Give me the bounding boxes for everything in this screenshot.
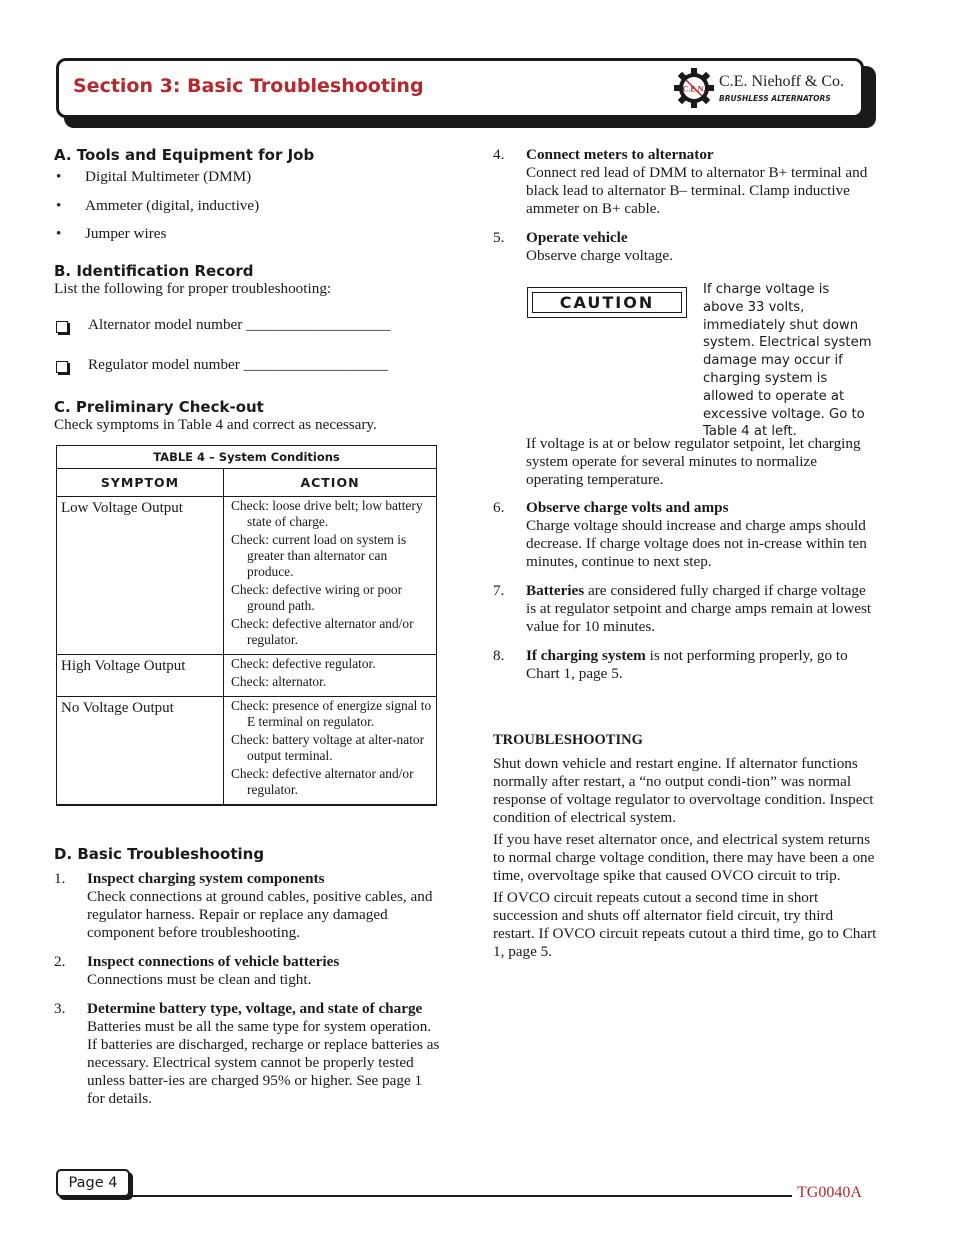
logo-name: C.E. Niehoff & Co.: [719, 73, 845, 90]
step-number: 6.: [493, 499, 505, 516]
step-title: Batteries: [526, 582, 585, 599]
checklist-item-regulator: [56, 356, 446, 374]
step-title: Inspect charging system components: [87, 870, 325, 887]
action-cell: [224, 697, 437, 806]
steps-right-column: [493, 146, 877, 265]
section-b-intro: List the following for proper troubleshooting:: [54, 280, 332, 297]
page-number: Page 4: [56, 1169, 130, 1197]
symptom-cell: No Voltage Output: [57, 697, 224, 806]
logo-mark-text: C.E.N.: [682, 84, 706, 94]
action-item: Check: alternator.: [231, 674, 327, 689]
action-item: Check: presence of energize signal to E terminal on regulator.: [231, 698, 432, 729]
section-a: [54, 146, 444, 254]
section-header: [56, 58, 864, 118]
step-number: 2.: [54, 953, 66, 970]
section-c-heading: C. Preliminary Check-out: [54, 398, 264, 416]
section-b-heading: B. Identification Record: [54, 262, 254, 280]
checklist-label: Alternator model number ___________________: [88, 316, 391, 333]
step-number: 1.: [54, 870, 66, 887]
troubleshooting-paragraph: Shut down vehicle and restart engine. If alternator functions normally after restart, a “no output condi-tion” was normal response of voltage regulator to overvoltage condition. Inspect condition of electrical system.: [493, 755, 874, 826]
step-body: is not performing properly, go to Chart 1, page 5.: [526, 647, 848, 682]
step5-continuation: If voltage is at or below regulator setpoint, let charging system operate for several minutes to normalize operating temperature.: [526, 435, 861, 488]
list-item: • Jumper wires: [54, 225, 444, 254]
checklist-label: Regulator model number ___________________: [88, 356, 388, 373]
caution-box: [527, 287, 687, 318]
table-row: [57, 697, 437, 806]
step-body: are considered fully charged if charge voltage is at regulator setpoint and charge amps remain at lowest value for 10 minutes.: [526, 582, 872, 635]
steps-list-right-lower: [493, 499, 877, 683]
step-body: Batteries must be all the same type for system operation. If batteries are discharged, recharge or replace batteries as necessary. Electrical system cannot be properly tested unless batter-ies are charged 95% or higher. See page 1 for details.: [87, 1018, 440, 1107]
section-c: [54, 398, 454, 434]
checkbox-icon: [56, 321, 68, 333]
table-row: [57, 655, 437, 697]
document-id: TG0040A: [797, 1184, 862, 1201]
system-conditions-table: [56, 445, 437, 806]
cen-gear-icon: [673, 67, 715, 109]
step-title: Connect meters to alternator: [526, 146, 714, 163]
action-item: Check: defective regulator.: [231, 656, 376, 671]
troubleshooting-paragraph: If OVCO circuit repeats cutout a second time in short succession and shuts off alternator field circuit, try third restart. If OVCO circuit repeats cutout a third time, go to Chart 1, page 5.: [493, 889, 877, 960]
step-number: 3.: [54, 1000, 66, 1017]
list-item: [493, 647, 877, 683]
action-item: Check: defective wiring or poor ground path.: [231, 582, 403, 613]
section-d: [54, 845, 440, 1108]
action-item: Check: defective alternator and/or regulator.: [231, 766, 414, 797]
tools-list: [54, 168, 444, 254]
step-number: 8.: [493, 647, 505, 664]
company-logo: [673, 67, 853, 111]
step-title: Determine battery type, voltage, and state of charge: [87, 1000, 423, 1017]
action-item: Check: current load on system is greater than alternator can produce.: [231, 532, 407, 579]
step-body: Charge voltage should increase and charge amps should decrease. If charge voltage does not in-crease within ten minutes, continue to next step.: [526, 517, 867, 570]
steps-list-right: [493, 146, 877, 265]
section-d-heading: D. Basic Troubleshooting: [54, 845, 265, 863]
section-b: [54, 262, 444, 298]
action-cell: [224, 497, 437, 655]
step-body: Observe charge voltage.: [526, 247, 673, 264]
caution-text: If charge voltage is above 33 volts, immediately shut down system. Electrical system damage may occur if charging system is allowed to operate at excessive voltage. Go to Table 4 at left.: [703, 282, 872, 440]
step-title: Operate vehicle: [526, 229, 628, 246]
step-title: If charging system: [526, 647, 646, 664]
action-cell: [224, 655, 437, 697]
column-header-action: ACTION: [224, 469, 437, 497]
action-item: Check: defective alternator and/or regulator.: [231, 616, 414, 647]
step-body: Connect red lead of DMM to alternator B+ terminal and black lead to alternator B– terminal. Clamp inductive ammeter on B+ cable.: [526, 164, 868, 217]
caution-label: CAUTION: [532, 292, 682, 313]
step-body: Check connections at ground cables, positive cables, and regulator harness. Repair or replace any damaged component before troubleshooting.: [87, 888, 433, 941]
step-number: 7.: [493, 582, 505, 599]
steps-right-column-lower: [493, 499, 877, 683]
step-number: 4.: [493, 146, 505, 163]
list-item: • Ammeter (digital, inductive): [54, 197, 444, 226]
steps-list-left: [54, 870, 440, 1108]
list-item: • Digital Multimeter (DMM): [54, 168, 444, 197]
list-item: [54, 870, 440, 942]
logo-tagline: BRUSHLESS ALTERNATORS: [719, 94, 831, 103]
section-a-heading: A. Tools and Equipment for Job: [54, 146, 315, 164]
list-item: [493, 499, 877, 571]
step-title: Observe charge volts and amps: [526, 499, 729, 516]
checkbox-icon: [56, 361, 68, 373]
action-item: Check: battery voltage at alter-nator output terminal.: [231, 732, 425, 763]
checklist-item-alternator: [56, 316, 446, 334]
list-item: [54, 953, 440, 989]
section-c-intro: Check symptoms in Table 4 and correct as necessary.: [54, 416, 377, 433]
step-title: Inspect connections of vehicle batteries: [87, 953, 340, 970]
symptom-cell: Low Voltage Output: [57, 497, 224, 655]
step-number: 5.: [493, 229, 505, 246]
table-row: [57, 497, 437, 655]
troubleshooting-paragraph: If you have reset alternator once, and electrical system returns to normal charge voltage condition, there may have been a one time, overvoltage spike that caused OVCO circuit to trip.: [493, 831, 875, 884]
footer-divider: [130, 1195, 792, 1197]
page-title: Section 3: Basic Troubleshooting: [73, 75, 424, 97]
table-caption: TABLE 4 – System Conditions: [57, 446, 437, 469]
column-header-symptom: SYMPTOM: [57, 469, 224, 497]
list-item: [493, 229, 877, 265]
action-item: Check: loose drive belt; low battery state of charge.: [231, 498, 423, 529]
list-item: [493, 146, 877, 218]
symptom-cell: High Voltage Output: [57, 655, 224, 697]
list-item: [54, 1000, 440, 1108]
list-item: [493, 582, 877, 636]
troubleshooting-heading: TROUBLESHOOTING: [493, 732, 643, 748]
step-body: Connections must be clean and tight.: [87, 971, 312, 988]
troubleshooting-section: [493, 731, 877, 961]
